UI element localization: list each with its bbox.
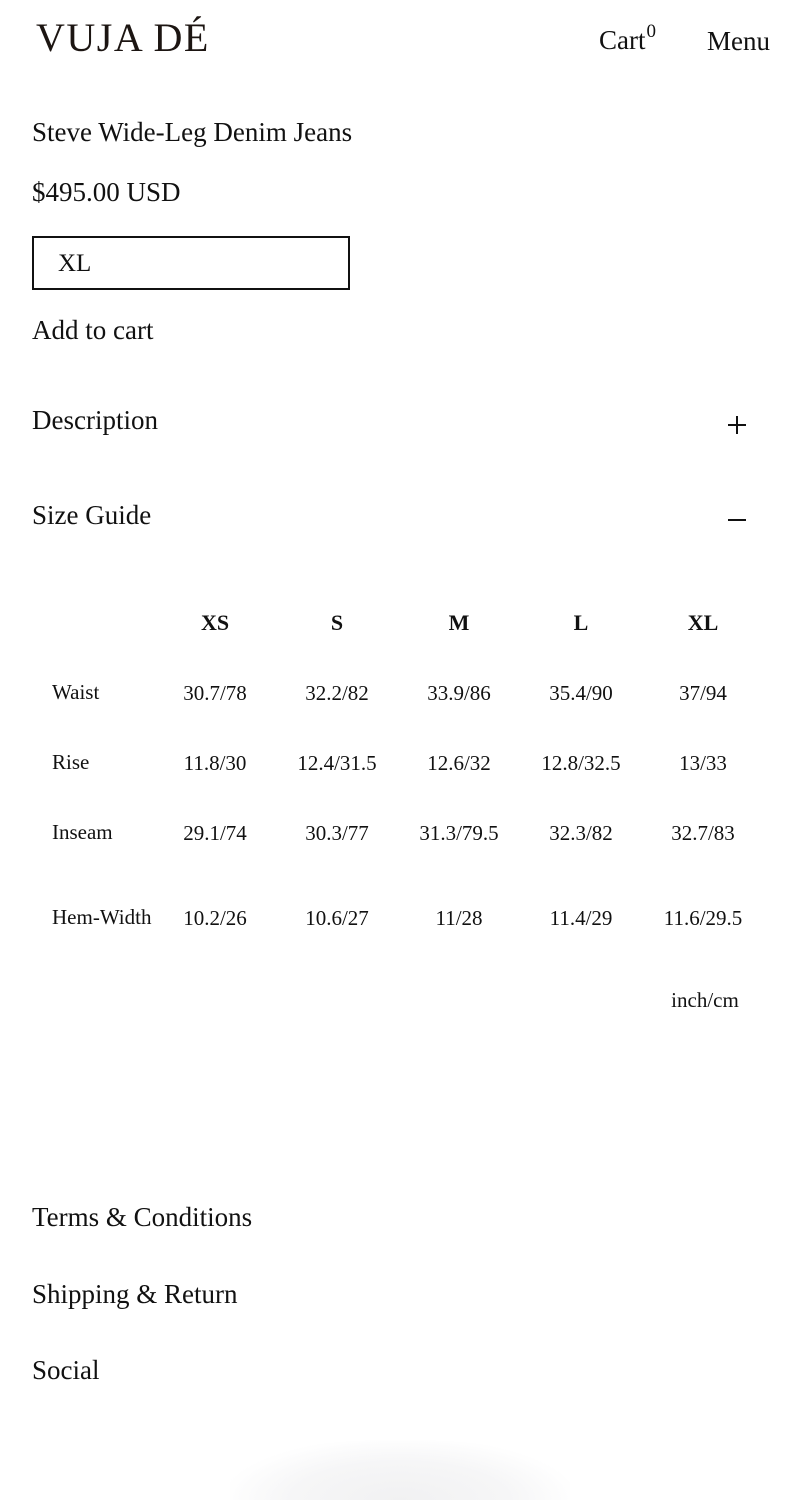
- row-label-hem-width: Hem-Width: [52, 905, 152, 930]
- size-header-xs: XS: [200, 610, 230, 635]
- table-cell: 10.2/26: [183, 905, 247, 930]
- shipping-return-link[interactable]: Shipping & Return: [32, 1279, 238, 1309]
- size-header-row: [36, 588, 764, 658]
- cart-link[interactable]: [599, 21, 656, 55]
- size-guide-label: Size Guide: [32, 500, 152, 530]
- table-cell: 32.7/83: [671, 820, 735, 845]
- size-header-l: L: [573, 610, 589, 635]
- brand-logo[interactable]: VUJA DÉ: [36, 15, 210, 60]
- table-cell: 11/28: [435, 905, 483, 930]
- table-cell: 10.6/27: [305, 905, 369, 930]
- size-header-xl: XL: [687, 610, 719, 635]
- add-to-cart-button[interactable]: Add to cart: [32, 315, 154, 345]
- bottom-fade-decoration: [230, 1440, 570, 1500]
- plus-icon[interactable]: [728, 416, 746, 434]
- table-row: [36, 868, 764, 968]
- terms-link[interactable]: Terms & Conditions: [32, 1202, 253, 1232]
- table-cell: 11.6/29.5: [663, 905, 743, 930]
- minus-icon[interactable]: [728, 511, 746, 529]
- table-row: [36, 658, 764, 728]
- product-title: Steve Wide-Leg Denim Jeans: [32, 117, 353, 147]
- row-label-waist: Waist: [52, 680, 100, 705]
- table-cell: 30.7/78: [183, 680, 247, 705]
- table-cell: 33.9/86: [427, 680, 491, 705]
- table-cell: 37/94: [679, 680, 727, 705]
- table-row: [36, 728, 764, 798]
- size-select-value: XL: [58, 250, 92, 277]
- description-label: Description: [32, 405, 158, 435]
- product-price: $495.00 USD: [32, 177, 181, 207]
- table-cell: 29.1/74: [183, 820, 247, 845]
- size-guide-table: [36, 588, 764, 968]
- table-cell: 12.4/31.5: [297, 750, 377, 775]
- cart-count-badge: 0: [646, 21, 656, 42]
- table-cell: 32.2/82: [305, 680, 369, 705]
- row-label-rise: Rise: [52, 750, 90, 775]
- table-cell: 13/33: [679, 750, 727, 775]
- unit-note: inch/cm: [671, 988, 739, 1012]
- row-label-inseam: Inseam: [52, 820, 113, 845]
- table-row: [36, 798, 764, 868]
- cart-label: Cart: [599, 25, 646, 55]
- size-guide-accordion[interactable]: [32, 501, 746, 541]
- size-header-m: M: [448, 610, 470, 635]
- table-cell: 12.8/32.5: [541, 750, 621, 775]
- size-header-s: S: [330, 610, 344, 635]
- menu-button[interactable]: Menu: [707, 26, 770, 56]
- social-link[interactable]: Social: [32, 1355, 100, 1385]
- table-cell: 30.3/77: [305, 820, 369, 845]
- table-cell: 35.4/90: [549, 680, 613, 705]
- table-cell: 11.4/29: [549, 905, 613, 930]
- description-accordion[interactable]: [32, 406, 746, 446]
- table-cell: 12.6/32: [427, 750, 491, 775]
- table-cell: 31.3/79.5: [419, 820, 499, 845]
- size-select[interactable]: [32, 236, 350, 290]
- table-cell: 32.3/82: [549, 820, 613, 845]
- table-cell: 11.8/30: [183, 750, 247, 775]
- size-header-corner: [36, 588, 154, 658]
